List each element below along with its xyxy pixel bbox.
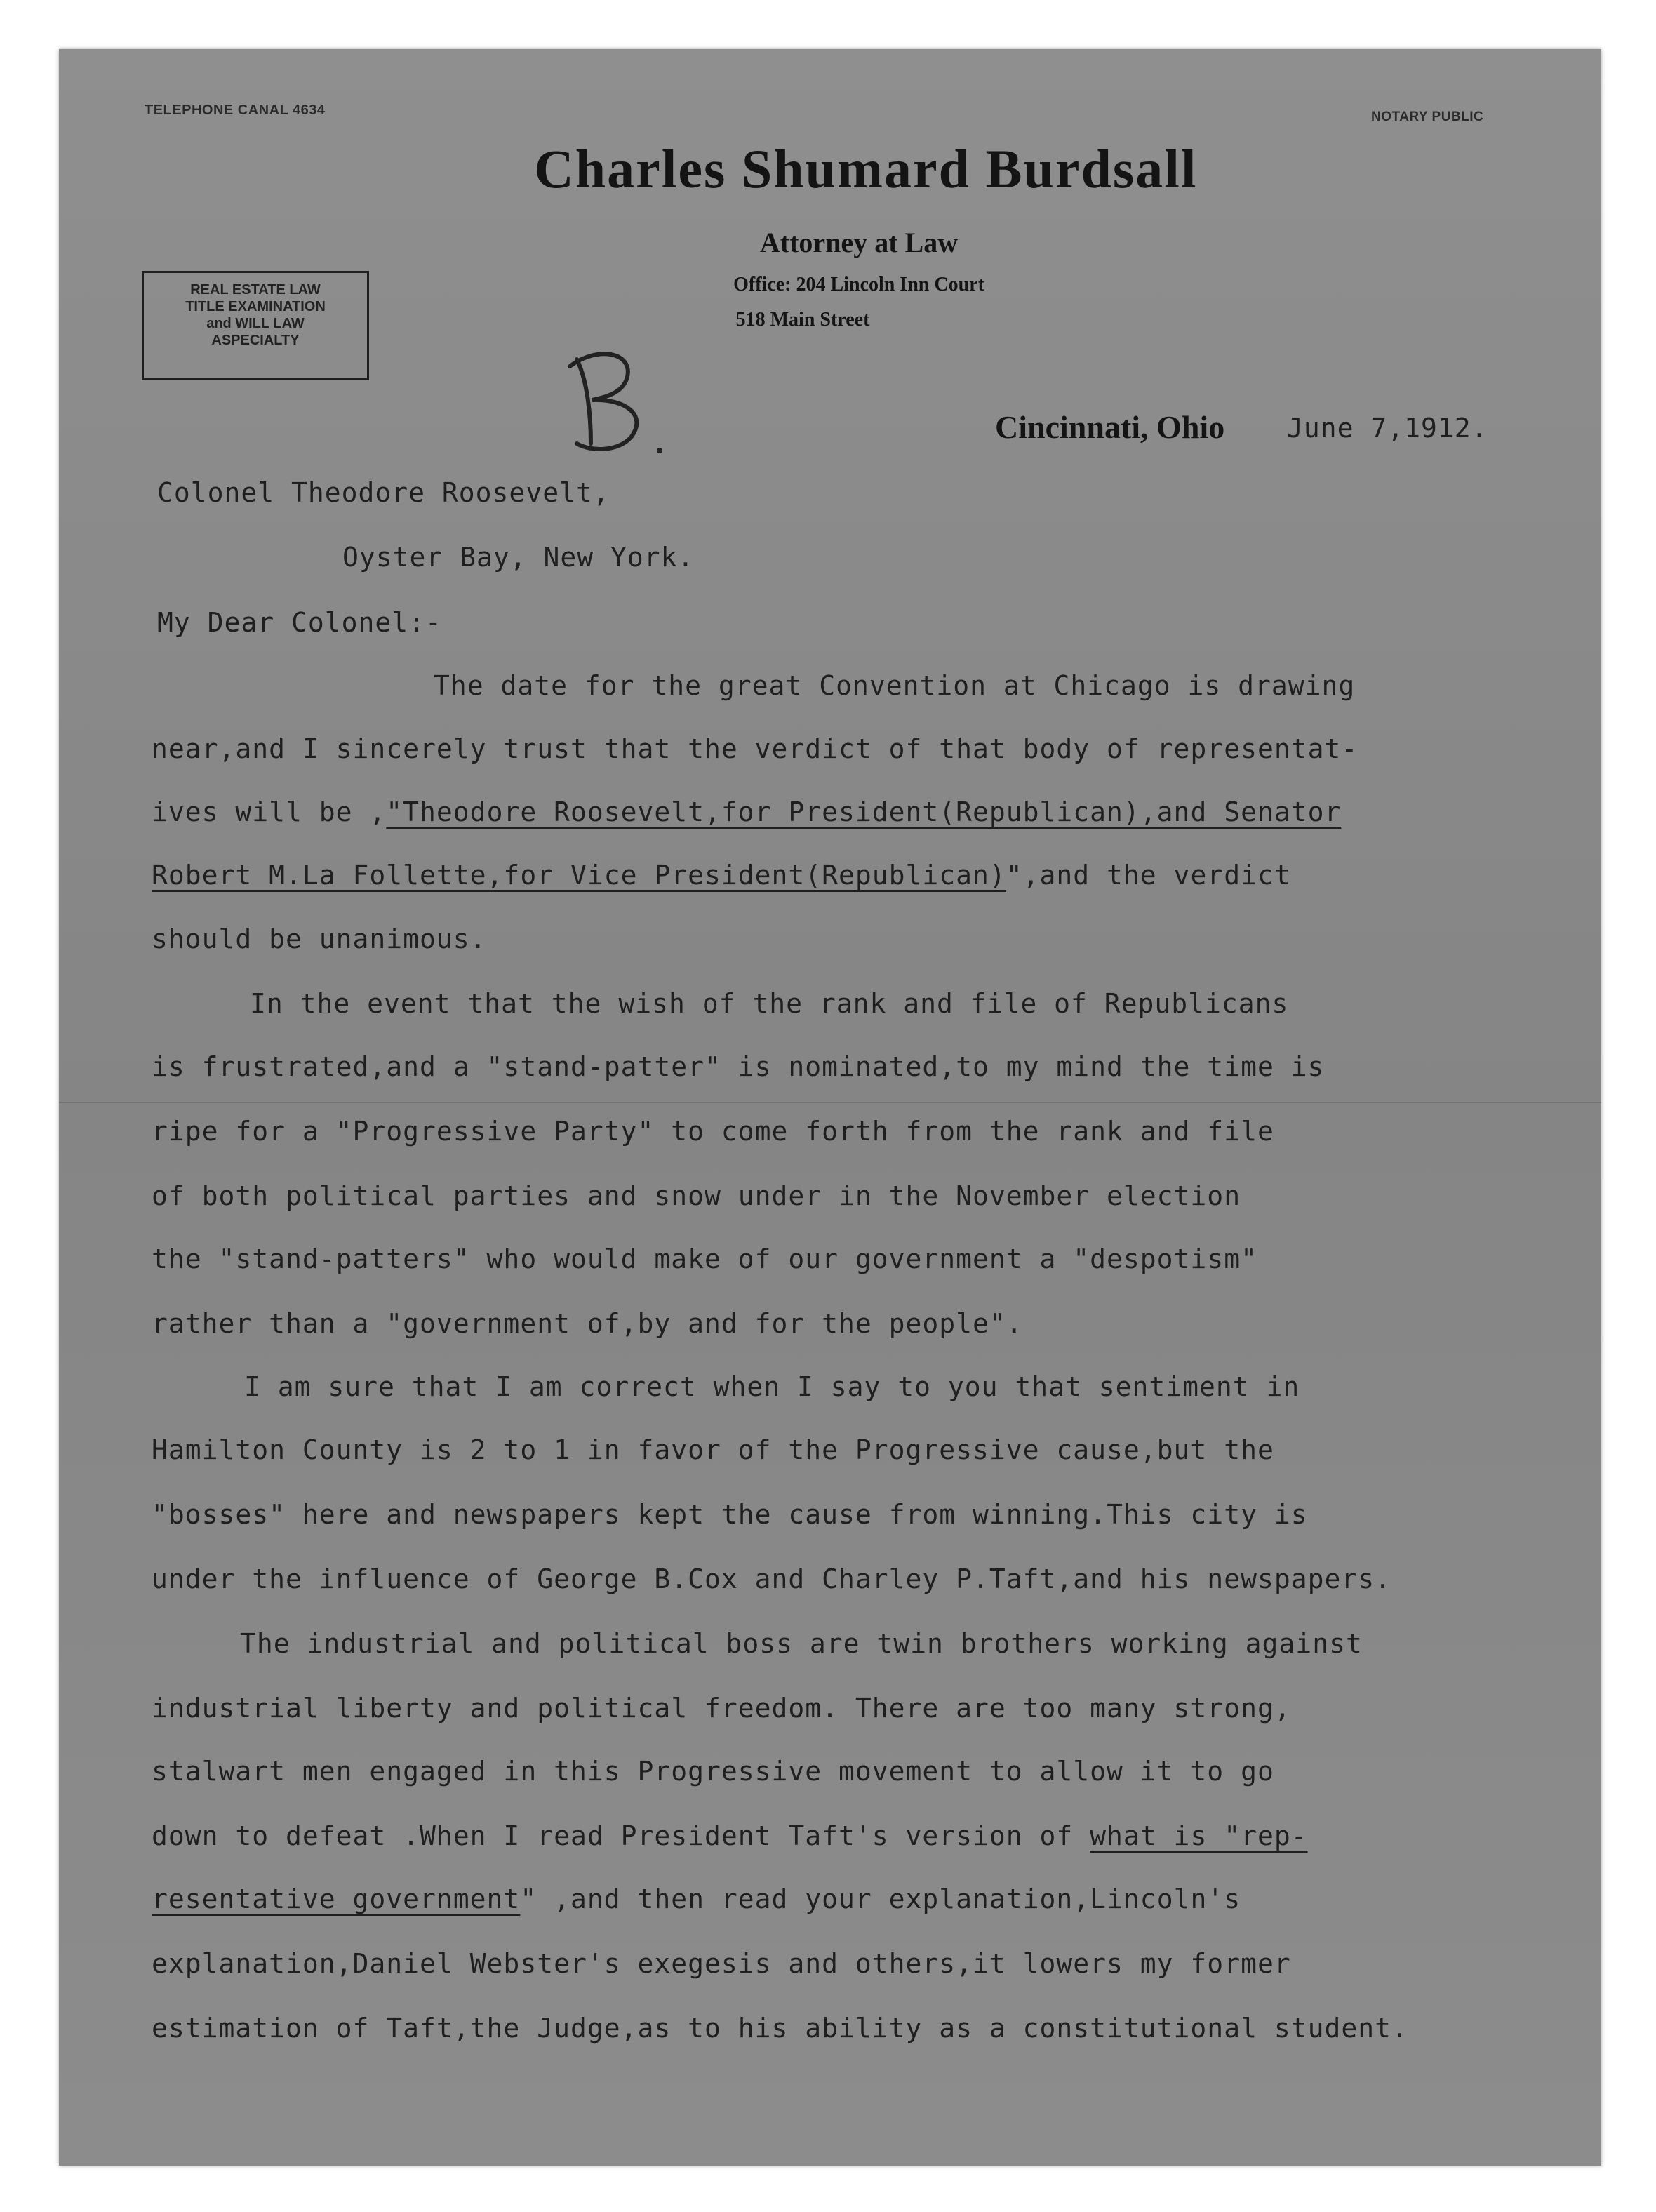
- body-text: ives will be ,: [152, 797, 387, 827]
- letterhead-office: Office: 204 Lincoln Inn Court: [733, 274, 984, 295]
- specialty-line: REAL ESTATE LAW: [190, 282, 321, 298]
- body-line: rather than a "government of,by and for the people".: [152, 1308, 1023, 1339]
- body-line: [152, 860, 1291, 891]
- fold-crease: [59, 1102, 1601, 1103]
- body-line: [152, 797, 1341, 827]
- salutation: My Dear Colonel:-: [157, 607, 442, 638]
- body-line: The date for the great Convention at Chicago is drawing: [434, 670, 1356, 701]
- letterhead-title: Attorney at Law: [759, 227, 959, 258]
- body-line: the "stand-patters" who would make of our government a "despotism": [152, 1244, 1257, 1274]
- body-line: "bosses" here and newspapers kept the cause from winning.This city is: [152, 1499, 1308, 1530]
- underlined-nomination: "Theodore Roosevelt,for President(Republican),and Senator: [386, 797, 1342, 827]
- recipient-name: Colonel Theodore Roosevelt,: [157, 477, 610, 508]
- letterhead-street: 518 Main Street: [735, 309, 870, 331]
- body-line: should be unanimous.: [152, 924, 487, 954]
- letterhead-city: Cincinnati, Ohio: [995, 409, 1225, 445]
- body-line: I am sure that I am correct when I say to you that sentiment in: [244, 1371, 1300, 1402]
- body-line: Hamilton County is 2 to 1 in favor of the Progressive cause,but the: [152, 1434, 1274, 1465]
- recipient-address: Oyster Bay, New York.: [342, 542, 695, 573]
- body-line: explanation,Daniel Webster's exegesis and others,it lowers my former: [152, 1948, 1291, 1979]
- letter-page: [59, 49, 1601, 2166]
- notary-public-label: NOTARY PUBLIC: [1371, 109, 1484, 124]
- body-text: ",and the verdict: [1006, 860, 1291, 891]
- telephone-number: TELEPHONE CANAL 4634: [145, 102, 326, 118]
- body-line: stalwart men engaged in this Progressive movement to allow it to go: [152, 1756, 1274, 1787]
- specialty-line: ASPECIALTY: [211, 333, 300, 348]
- body-line: estimation of Taft,the Judge,as to his ability as a constitutional student.: [152, 2013, 1408, 2044]
- body-line: [152, 1820, 1308, 1851]
- body-line: under the influence of George B.Cox and Charley P.Taft,and his newspapers.: [152, 1564, 1391, 1594]
- underlined-phrase: what is "rep-: [1090, 1820, 1308, 1851]
- underlined-nomination: Robert M.La Follette,for Vice President(Republican): [152, 860, 1006, 891]
- body-line: In the event that the wish of the rank and file of Republicans: [250, 988, 1289, 1019]
- letterhead-name: Charles Shumard Burdsall: [534, 138, 1198, 199]
- body-line: industrial liberty and political freedom. There are too many strong,: [152, 1693, 1291, 1724]
- body-text: " ,and then read your explanation,Lincoln's: [520, 1884, 1241, 1914]
- body-line: near,and I sincerely trust that the verdict of that body of representat-: [152, 733, 1358, 764]
- body-line: is frustrated,and a "stand-patter" is nominated,to my mind the time is: [152, 1051, 1325, 1082]
- specialty-box: [142, 271, 369, 380]
- handwritten-b-mark: [549, 338, 668, 465]
- specialty-line: and WILL LAW: [206, 316, 305, 331]
- body-line: ripe for a "Progressive Party" to come forth from the rank and file: [152, 1116, 1274, 1147]
- body-line: of both political parties and snow under in the November election: [152, 1180, 1241, 1211]
- body-line: The industrial and political boss are twin brothers working against: [240, 1628, 1363, 1659]
- letter-date: June 7,1912.: [1287, 413, 1488, 444]
- underlined-phrase: resentative government: [152, 1884, 521, 1914]
- body-text: down to defeat .When I read President Taft's version of: [152, 1820, 1090, 1851]
- specialty-line: TITLE EXAMINATION: [185, 299, 326, 314]
- body-line: [152, 1884, 1241, 1914]
